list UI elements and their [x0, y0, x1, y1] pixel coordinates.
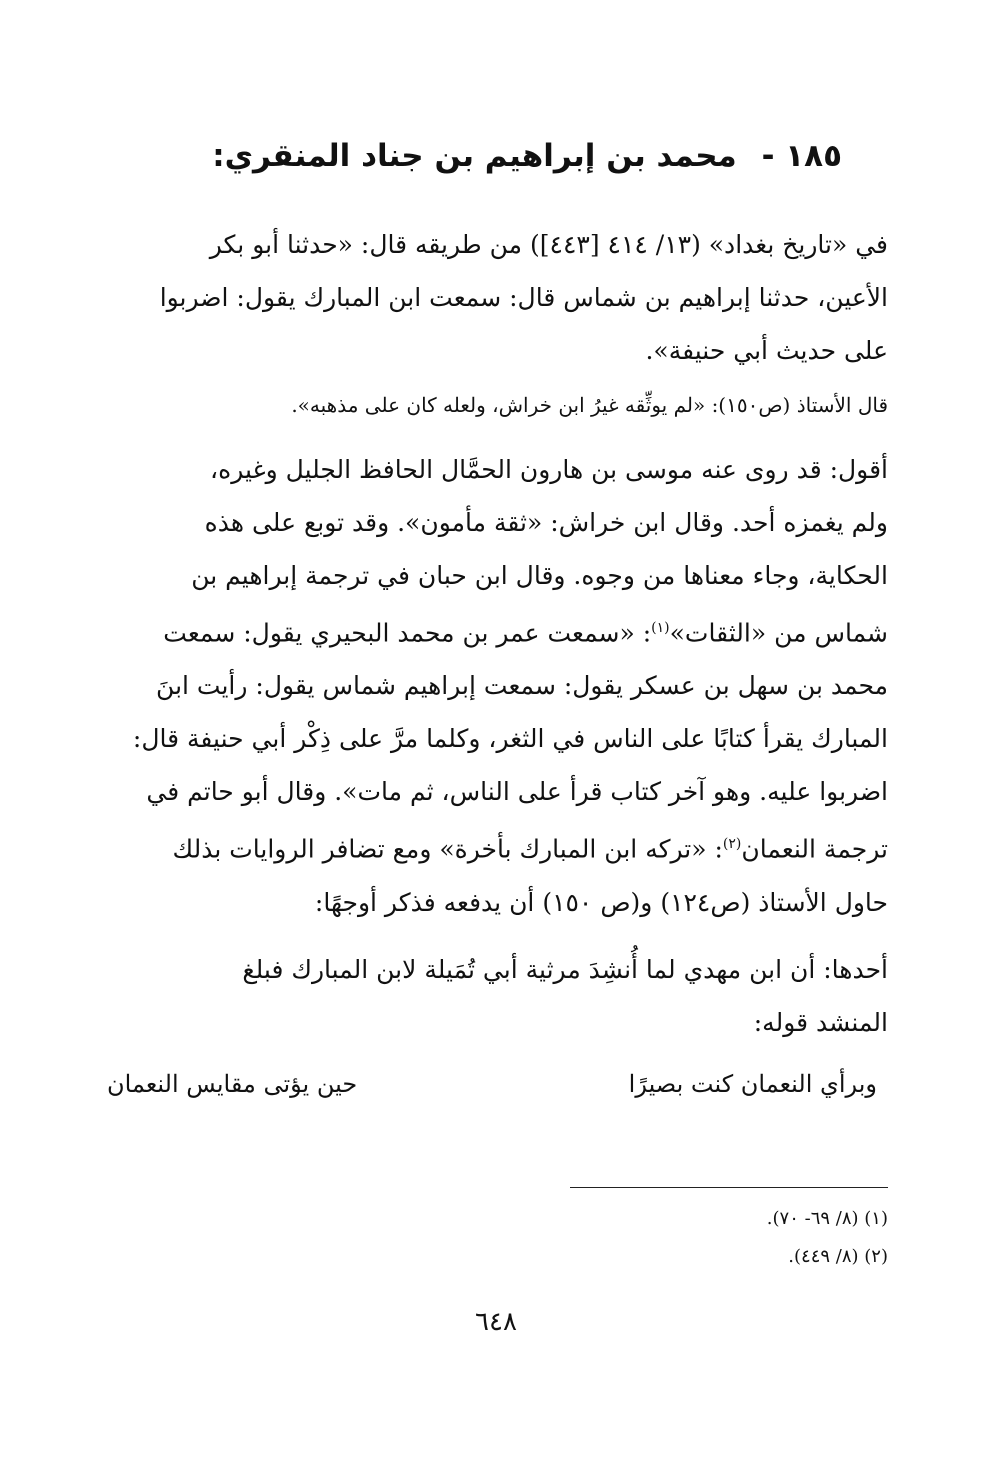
footnote-2: (٢) (٨/ ٤٤٩).: [788, 1246, 888, 1267]
text-fragment: ترجمة النعمان: [741, 834, 888, 864]
text-line: المبارك يقرأ كتابًا على الناس في الثغر، وكلما مرَّ على ذِكْر أبي حنيفة قال:: [132, 724, 888, 754]
paragraph-ustadh-quote: [100, 390, 888, 420]
text-line: الحكاية، وجاء معناها من وجوه. وقال ابن حبان في ترجمة إبراهيم بن: [191, 561, 888, 590]
text-line: أحدها: أن ابن مهدي لما أُنشِدَ مرثية أبي تُمَيلة لابن المبارك فبلغ: [242, 955, 888, 984]
paragraph-response: [100, 443, 888, 929]
page-number: ٦٤٨: [475, 1307, 517, 1337]
text-line: في «تاريخ بغداد» (١٣/ ٤١٤ [٤٤٣]) من طريقه قال: «حدثنا أبو بكر: [209, 230, 888, 259]
entry-heading: [212, 138, 842, 174]
footnote-1: (١) (٨/ ٦٩- ٧٠).: [766, 1208, 888, 1229]
entry-title: محمد بن إبراهيم بن جناد المنقري:: [212, 138, 737, 174]
poetry-verse: [107, 1070, 877, 1098]
text-line: قال الأستاذ (ص١٥٠): «لم يوثِّقه غيرُ ابن خراش، ولعله كان على مذهبه».: [291, 393, 888, 417]
verse-second-hemistich: حين يؤتى مقايس النعمان: [107, 1070, 358, 1098]
text-line: المنشد قوله:: [753, 1008, 888, 1037]
text-fragment: : «تركه ابن المبارك بأخرة» ومع تضافر الروايات بذلك: [172, 834, 723, 864]
paragraph-first-aspect: [100, 943, 888, 1049]
text-line: محمد بن سهل بن عسكر يقول: سمعت إبراهيم شماس يقول: رأيت ابنَ: [156, 671, 888, 701]
footnote-divider: [570, 1187, 888, 1188]
text-line: اضربوا عليه. وهو آخر كتاب قرأ على الناس، ثم مات». وقال أبو حاتم في: [146, 777, 888, 807]
paragraph-source: [100, 218, 888, 377]
text-line: على حديث أبي حنيفة».: [645, 336, 888, 365]
footnote-ref-2[interactable]: (٢): [722, 836, 742, 853]
text-line: [100, 602, 888, 659]
footnotes: [767, 1200, 888, 1276]
entry-number: ١٨٥ -: [761, 138, 842, 174]
text-fragment: شماس من «الثقات»: [669, 618, 888, 648]
text-line: الأعين، حدثنا إبراهيم بن شماس قال: سمعت ابن المبارك يقول: اضربوا: [159, 283, 888, 312]
text-line: أقول: قد روى عنه موسى بن هارون الحمَّال الحافظ الجليل وغيره،: [210, 455, 888, 484]
footnote-ref-1[interactable]: (١): [651, 620, 670, 636]
verse-first-hemistich: وبرأي النعمان كنت بصيرًا: [628, 1070, 877, 1098]
text-line: حاول الأستاذ (ص١٢٤) و(ص ١٥٠) أن يدفعه فذكر أوجهًا:: [314, 887, 888, 917]
text-line: ولم يغمزه أحد. وقال ابن خراش: «ثقة مأمون». وقد توبع على هذه: [204, 508, 888, 537]
text-line: [100, 818, 888, 875]
text-fragment: : «سمعت عمر بن محمد البحيري يقول: سمعت: [163, 618, 652, 648]
